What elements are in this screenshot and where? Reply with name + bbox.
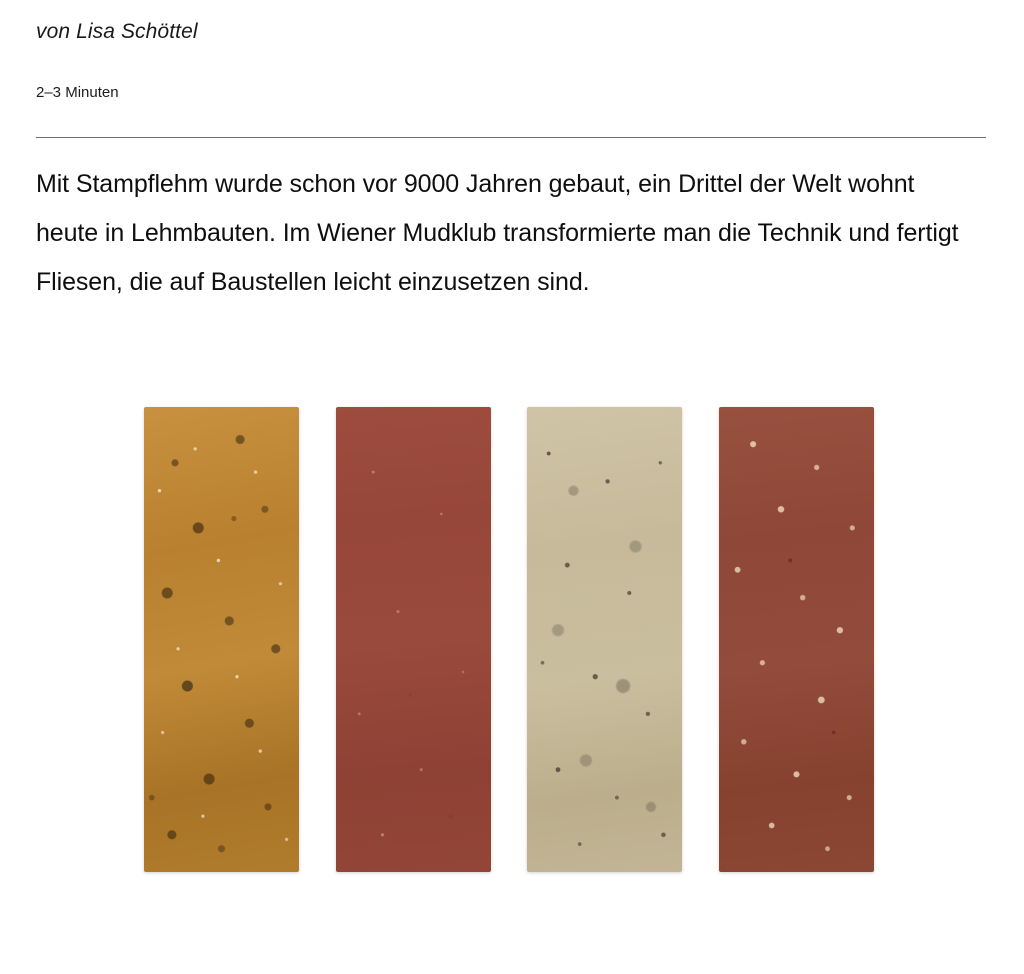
header-divider [36,137,986,138]
article-byline: von Lisa Schöttel [36,20,198,43]
clay-tile-group [144,407,874,872]
tile-texture-overlay [719,407,874,872]
tile-texture-overlay [144,407,299,872]
tile-texture-overlay [527,407,682,872]
article-lede: Mit Stampflehm wurde schon vor 9000 Jahren gebaut, ein Drittel der Welt wohnt heute in Lehmbauten. Im Wiener Mudklub transformierte man die Technik und fertigt Fliesen, die auf Baustellen leicht einzusetzen sind. [36,170,959,296]
tile-texture-overlay [336,407,491,872]
article-figure [36,359,1024,919]
clay-tile-brick-red [336,407,491,872]
clay-tile-ochre [144,407,299,872]
reading-time: 2–3 Minuten [36,84,119,101]
clay-tile-red-brown [719,407,874,872]
clay-tile-beige [527,407,682,872]
